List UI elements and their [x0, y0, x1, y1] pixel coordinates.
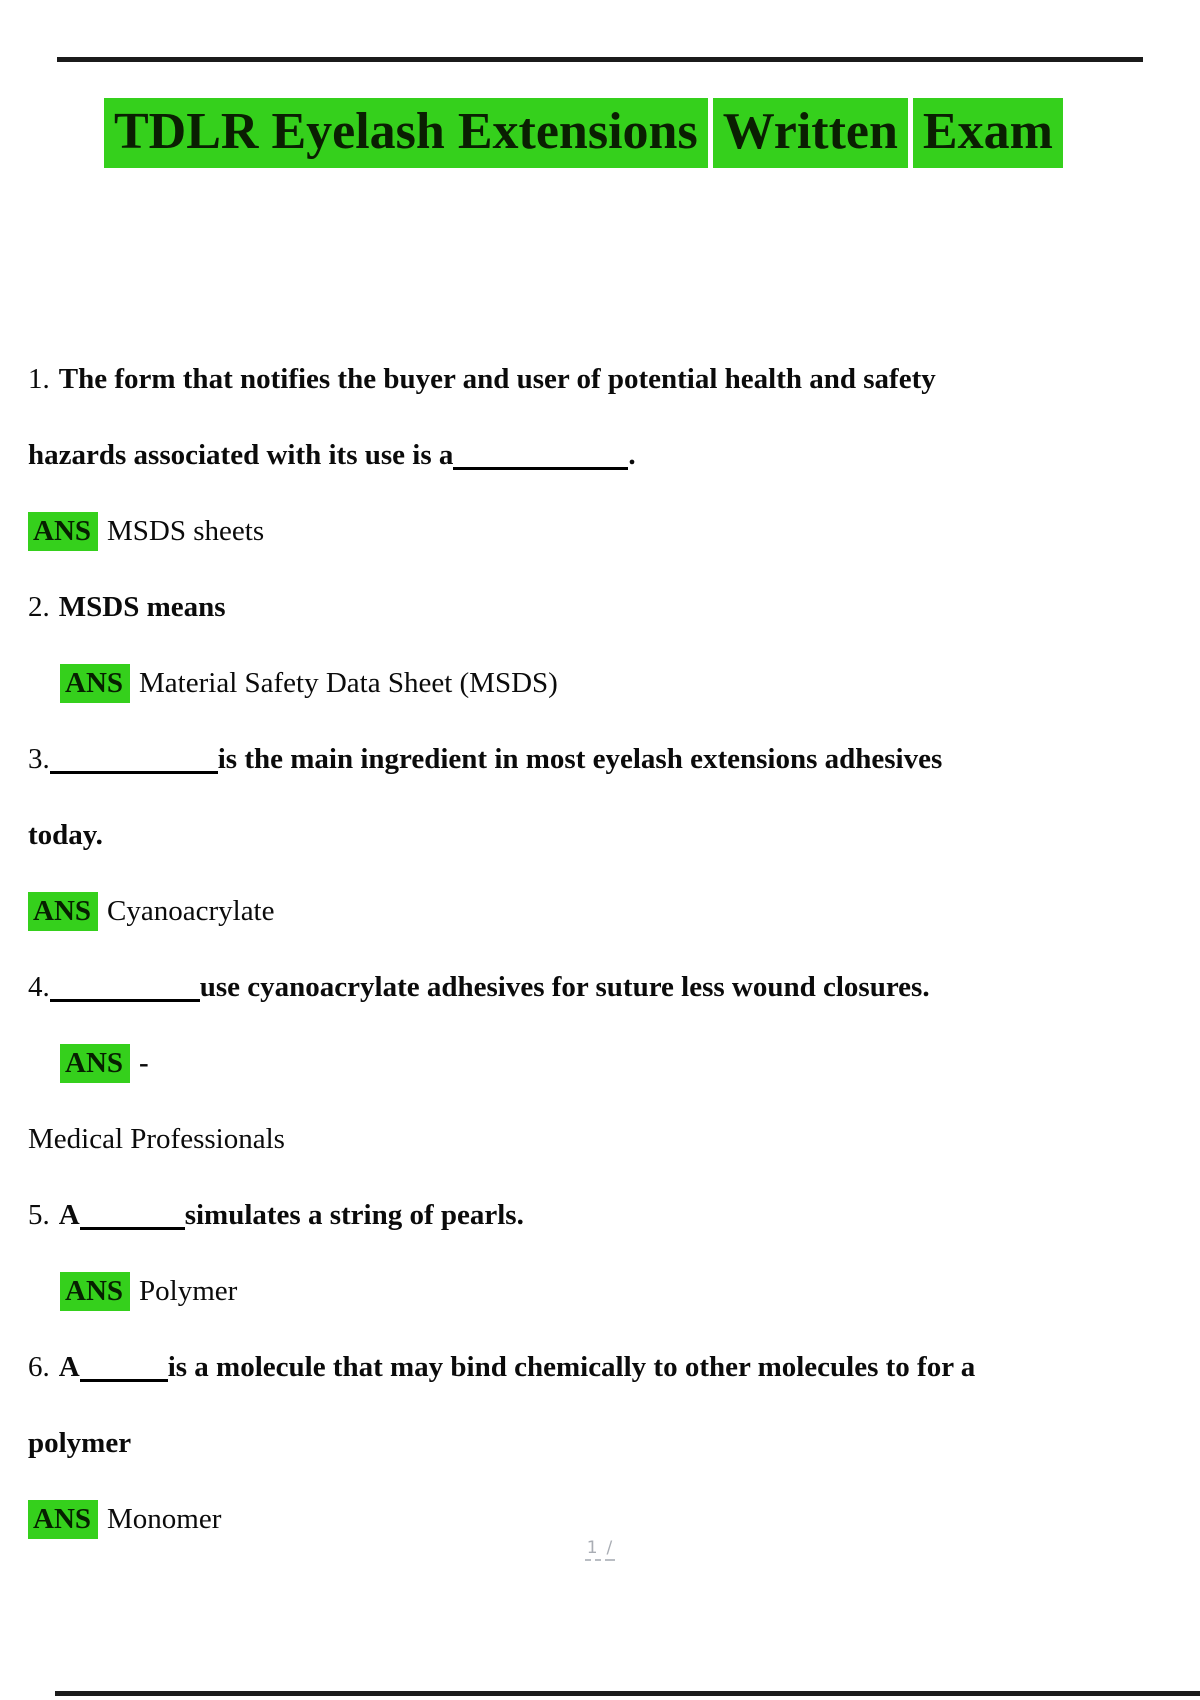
question-1-number: 1.	[28, 363, 50, 395]
question-5-prefix: A	[58, 1199, 80, 1231]
page-number-separator: /	[605, 1538, 616, 1561]
ans-label: ANS	[28, 512, 98, 551]
answer-blank	[50, 969, 200, 1002]
answer-blank	[80, 1197, 185, 1230]
answer-1-text: MSDS sheets	[107, 515, 265, 547]
answer-blank	[453, 437, 628, 470]
bottom-divider	[55, 1691, 1200, 1696]
question-3-number: 3.	[28, 743, 50, 775]
question-2-line-1	[28, 587, 226, 627]
answer-5-line	[60, 1271, 237, 1311]
answer-3-line	[28, 891, 275, 931]
question-1-period: .	[628, 439, 636, 471]
answer-6-text: Monomer	[107, 1503, 222, 1535]
question-3-line-1	[28, 739, 942, 779]
page-number: 1	[585, 1538, 601, 1561]
question-2-text: MSDS means	[58, 591, 226, 623]
question-6-line-1	[28, 1347, 975, 1387]
answer-4-text: Medical Professionals	[28, 1123, 285, 1155]
question-1-line-1	[28, 359, 936, 399]
question-3-text-continued: today.	[28, 819, 103, 851]
question-4-text: use cyanoacrylate adhesives for suture less wound closures.	[199, 971, 930, 1003]
question-1-text-continued: hazards associated with its use is a	[28, 439, 454, 471]
question-4-number: 4.	[28, 971, 50, 1003]
question-5-line-1	[28, 1195, 524, 1235]
answer-blank	[50, 741, 218, 774]
ans-label: ANS	[60, 1272, 130, 1311]
page-footer	[0, 1538, 1200, 1558]
question-4-line-1	[28, 967, 930, 1007]
question-1-line-2	[28, 435, 636, 475]
title-segment-1: TDLR Eyelash Extensions	[104, 98, 708, 168]
ans-label: ANS	[60, 664, 130, 703]
question-5-text: simulates a string of pearls.	[184, 1199, 524, 1231]
ans-label: ANS	[60, 1044, 130, 1083]
answer-1-line	[28, 511, 264, 551]
answer-blank	[80, 1349, 168, 1382]
answer-4-line	[60, 1043, 149, 1083]
question-6-text-continued: polymer	[28, 1427, 132, 1459]
ans-label: ANS	[28, 1500, 98, 1539]
question-5-number: 5.	[28, 1199, 50, 1231]
question-2-number: 2.	[28, 591, 50, 623]
question-3-text: is the main ingredient in most eyelash extensions adhesives	[217, 743, 943, 775]
question-6-prefix: A	[58, 1351, 80, 1383]
question-3-line-2	[28, 815, 103, 855]
answer-4-text-line	[28, 1119, 285, 1159]
answer-2-text: Material Safety Data Sheet (MSDS)	[139, 667, 558, 699]
question-6-line-2	[28, 1423, 131, 1463]
question-1-text: The form that notifies the buyer and user of potential health and safety	[58, 363, 936, 395]
title-segment-2: Written	[713, 98, 908, 168]
answer-6-line	[28, 1499, 221, 1539]
question-6-text: is a molecule that may bind chemically to other molecules to for a	[167, 1351, 976, 1383]
page-title	[104, 98, 1068, 168]
ans-label: ANS	[28, 892, 98, 931]
answer-2-line	[60, 663, 558, 703]
question-6-number: 6.	[28, 1351, 50, 1383]
top-divider	[57, 57, 1143, 62]
answer-3-text: Cyanoacrylate	[107, 895, 275, 927]
title-segment-3: Exam	[913, 98, 1063, 168]
answer-5-text: Polymer	[139, 1275, 238, 1307]
answer-4-dash: -	[139, 1047, 149, 1079]
